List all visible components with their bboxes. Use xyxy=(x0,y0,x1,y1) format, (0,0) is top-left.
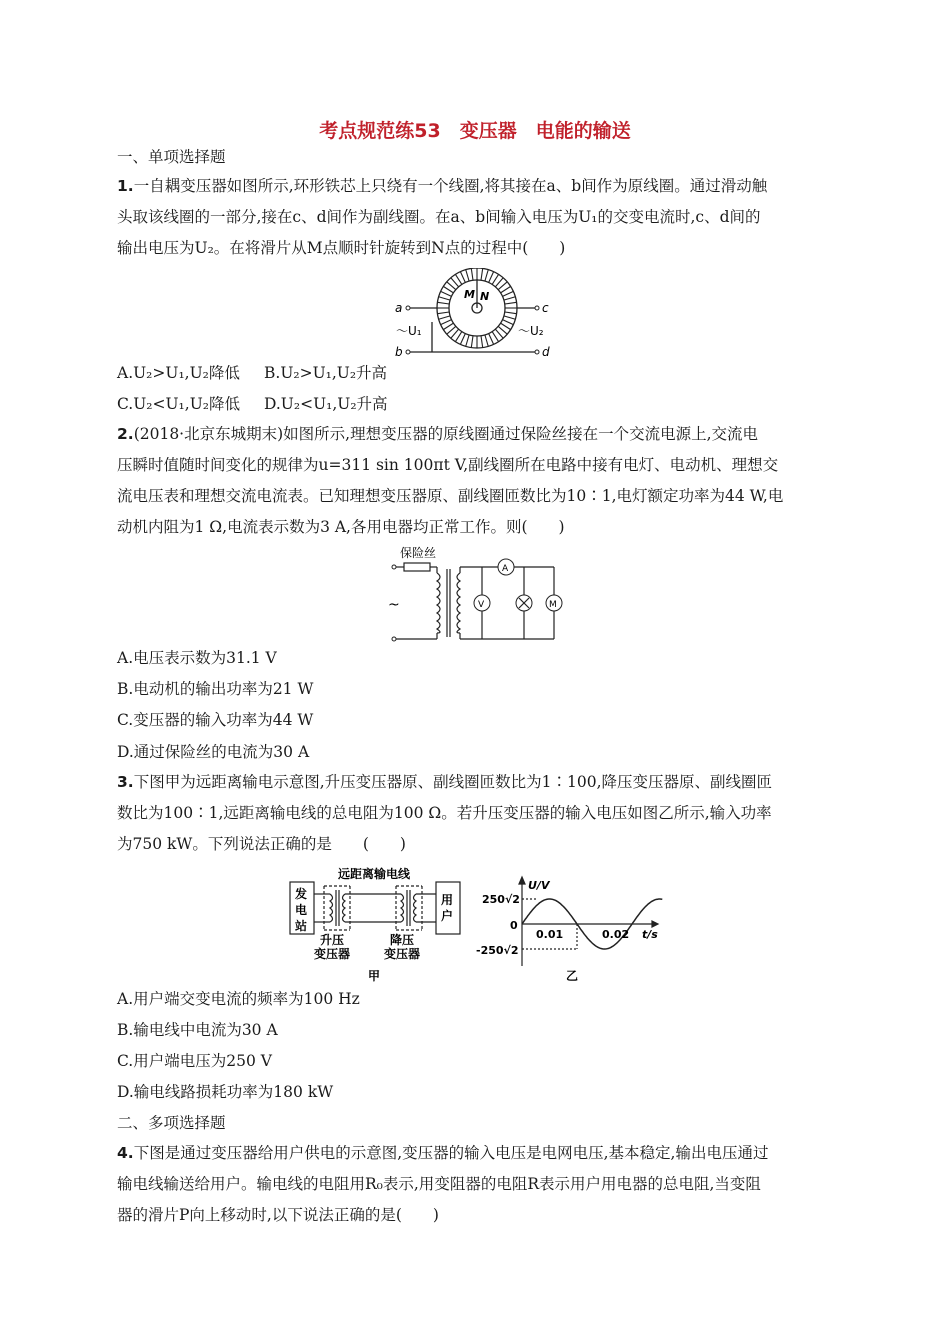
gen-char2: 电 xyxy=(295,903,308,917)
label-b: b xyxy=(395,345,403,359)
q3-option-d[interactable]: D.输电线路损耗功率为180 kW xyxy=(117,1083,334,1101)
winding-tick xyxy=(447,326,456,334)
xtick-002: 0.02 xyxy=(602,928,630,941)
user-box xyxy=(436,882,460,934)
winding-tick xyxy=(481,336,483,348)
terminal-a xyxy=(406,306,410,310)
winding-tick xyxy=(443,286,453,292)
winding-tick xyxy=(498,282,507,290)
q1-number: 1. xyxy=(117,177,134,195)
winding-tick xyxy=(466,335,469,347)
q3-line2: 数比为100∶1,远距离输电线的总电阻为100 Ω。若升压变压器的输入电压如图乙所示,输入功率 xyxy=(117,804,772,822)
label-transmission-line: 远距离输电线 xyxy=(338,867,411,881)
q3-option-a[interactable]: A.用户端交变电流的频率为100 Hz xyxy=(117,990,360,1008)
q2-line3: 流电压表和理想交流电流表。已知理想变压器原、副线圈匝数比为10∶1,电灯额定功率为44 W,电 xyxy=(117,487,784,505)
winding-tick xyxy=(439,297,451,300)
winding-tick xyxy=(485,270,488,282)
terminal-c xyxy=(535,306,539,310)
winding-tick xyxy=(504,297,516,300)
section-single-choice: 一、单项选择题 xyxy=(117,148,226,166)
q1-option-a[interactable]: A.U₂>U₁,U₂降低 xyxy=(117,364,240,382)
ylabel: U/V xyxy=(528,879,550,892)
winding-tick xyxy=(460,333,465,344)
winding-tick xyxy=(443,323,453,329)
autotransformer-figure xyxy=(392,268,557,363)
winding-tick xyxy=(505,302,517,304)
transformer-circuit-figure xyxy=(382,545,572,645)
winding-tick xyxy=(460,272,465,283)
q2-line2: 压瞬时值随时间变化的规律为u=311 sin 100πt V,副线圈所在电路中接有电灯、电动机、理想交 xyxy=(117,456,779,474)
winding-tick xyxy=(455,274,461,284)
q1-text1: 一自耦变压器如图所示,环形铁芯上只绕有一个线圈,将其接在a、b间作为原线圈。通过滑动触 xyxy=(133,177,768,195)
q4-number: 4. xyxy=(117,1144,134,1162)
winding-tick xyxy=(505,312,517,314)
x-axis-arrow xyxy=(652,921,658,927)
label-c: c xyxy=(542,301,549,315)
label-voltmeter: V xyxy=(478,600,485,610)
q2-text1: (2018·北京东城期末)如图所示,理想变压器的原线圈通过保险丝接在一个交流电源上,交流电 xyxy=(133,425,759,443)
label-U1: ～U₁ xyxy=(396,324,422,338)
winding-tick xyxy=(447,282,456,290)
q1-option-b[interactable]: B.U₂>U₁,U₂升高 xyxy=(264,364,388,382)
winding-tick xyxy=(455,332,461,342)
label-yi: 乙 xyxy=(566,969,579,983)
q1-line1 xyxy=(117,176,833,196)
label-U2: ～U₂ xyxy=(518,324,544,338)
section-multiple-choice: 二、多项选择题 xyxy=(117,1114,226,1132)
label-stepup-1: 升压 xyxy=(320,933,345,947)
winding-tick xyxy=(492,332,498,342)
transmission-diagram-figure xyxy=(286,862,466,984)
xtick-001: 0.01 xyxy=(536,928,564,941)
label-a: a xyxy=(395,301,403,315)
page-title: 考点规范练53 变压器 电能的输送 xyxy=(319,120,631,142)
ytick-bottom: -250√2 xyxy=(476,944,519,957)
user-char2: 户 xyxy=(441,909,454,923)
q4-line2: 输电线输送给用户。输电线的电阻用R₀表示,用变阻器的电阻R表示用户用电器的总电阻,当变阻 xyxy=(117,1175,761,1193)
q2-number: 2. xyxy=(117,425,134,443)
xlabel: t/s xyxy=(642,928,658,941)
q1-line2: 头取该线圈的一部分,接在c、d间作为副线圈。在a、b间输入电压为U₁的交变电流时,c、d间的 xyxy=(117,208,761,226)
label-d: d xyxy=(542,345,550,359)
label-jia: 甲 xyxy=(368,969,381,983)
q2-option-c[interactable]: C.变压器的输入功率为44 W xyxy=(117,711,314,729)
label-stepdown-1: 降压 xyxy=(390,933,415,947)
q2-line4: 动机内阻为1 Ω,电流表示数为3 A,各用电器均正常工作。则( ) xyxy=(117,518,565,536)
ytick-zero: 0 xyxy=(510,919,518,932)
winding-tick xyxy=(502,320,513,325)
y-axis-arrow xyxy=(519,877,525,884)
winding-tick xyxy=(437,302,449,304)
label-fuse: 保险丝 xyxy=(400,546,437,560)
q3-line3: 为750 kW。下列说法正确的是 ( ) xyxy=(117,835,406,853)
label-ac-source: ~ xyxy=(388,597,400,613)
gen-char3: 站 xyxy=(295,919,308,933)
winding-tick xyxy=(501,286,511,292)
q3-line1 xyxy=(117,772,833,792)
winding-tick xyxy=(441,320,452,325)
winding-tick xyxy=(485,335,488,347)
voltage-sine-chart xyxy=(476,874,666,984)
q1-line3: 输出电压为U₂。在将滑片从M点顺时针旋转到N点的过程中( ) xyxy=(117,239,566,257)
fuse-symbol xyxy=(404,563,430,571)
winding-tick xyxy=(501,323,511,329)
winding-tick xyxy=(502,291,513,296)
winding-tick xyxy=(489,333,494,344)
label-N: N xyxy=(480,290,490,303)
terminal-b xyxy=(406,350,410,354)
label-stepup-2: 变压器 xyxy=(314,947,351,961)
q3-text1: 下图甲为远距离输电示意图,升压变压器原、副线圈匝数比为1∶100,降压变压器原、副线圈匝 xyxy=(133,773,772,791)
gen-char1: 发 xyxy=(295,887,308,901)
terminal-d xyxy=(535,350,539,354)
winding-tick xyxy=(492,274,498,284)
q2-option-b[interactable]: B.电动机的输出功率为21 W xyxy=(117,680,314,698)
label-M: M xyxy=(464,288,475,301)
q2-option-d[interactable]: D.通过保险丝的电流为30 A xyxy=(117,743,310,761)
q4-line3: 器的滑片P向上移动时,以下说法正确的是( ) xyxy=(117,1206,439,1224)
ytick-top: 250√2 xyxy=(482,893,520,906)
winding-tick xyxy=(471,268,473,280)
q1-option-d[interactable]: D.U₂<U₁,U₂升高 xyxy=(264,395,388,413)
q3-number: 3. xyxy=(117,773,134,791)
label-ammeter: A xyxy=(502,564,509,574)
winding-tick xyxy=(471,336,473,348)
label-stepdown-2: 变压器 xyxy=(384,947,421,961)
label-motor: M xyxy=(549,600,557,610)
q4-text1: 下图是通过变压器给用户供电的示意图,变压器的输入电压是电网电压,基本稳定,输出电压通过 xyxy=(133,1144,769,1162)
secondary-coil xyxy=(457,573,460,633)
winding-tick xyxy=(441,291,452,296)
winding-tick xyxy=(504,316,516,319)
q2-option-a[interactable]: A.电压表示数为31.1 V xyxy=(117,649,277,667)
winding-tick xyxy=(489,272,494,283)
winding-tick xyxy=(466,270,469,282)
winding-tick xyxy=(498,326,507,334)
winding-tick xyxy=(495,278,503,287)
winding-tick xyxy=(495,329,503,338)
q3-option-b[interactable]: B.输电线中电流为30 A xyxy=(117,1021,278,1039)
winding-tick xyxy=(451,329,459,338)
primary-coil xyxy=(437,573,440,633)
winding-tick xyxy=(437,312,449,314)
winding-tick xyxy=(439,316,451,319)
q3-option-c[interactable]: C.用户端电压为250 V xyxy=(117,1052,272,1070)
winding-tick xyxy=(481,268,483,280)
q4-line1 xyxy=(117,1143,833,1163)
q2-line1 xyxy=(117,424,833,444)
q1-option-c[interactable]: C.U₂<U₁,U₂降低 xyxy=(117,395,240,413)
winding-tick xyxy=(451,278,459,287)
user-char1: 用 xyxy=(441,893,454,907)
